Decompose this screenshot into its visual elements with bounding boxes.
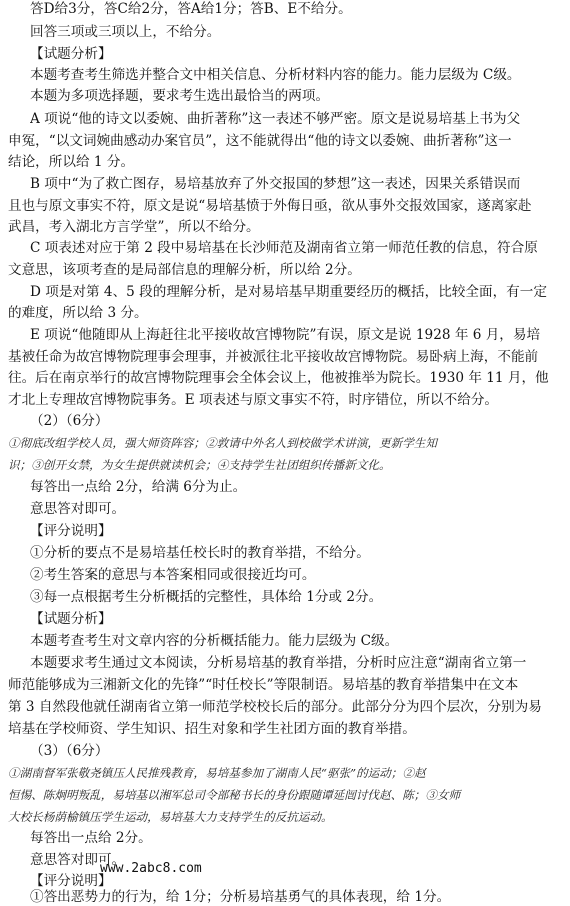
text-line: 基被任命为故宫博物院理事会理事，并被派往北平接收故宫博物院。易卧病上海，不能前 xyxy=(8,349,539,365)
text-line: 文意思，该项考查的是局部信息的理解分析，所以给 2分。 xyxy=(8,262,361,278)
text-line: ①答出恶势力的行为，给 1分；分析易培基勇气的具体表现，给 1分。 xyxy=(30,889,451,905)
text-line: B 项中“为了救亡图存，易培基放弃了外交报国的梦想”这一表述，因果关系错误而 xyxy=(30,176,521,192)
text-line: 的难度，所以给 3 分。 xyxy=(8,305,148,321)
section-heading: 【试题分析】 xyxy=(30,611,112,627)
answer-line: 大校长杨荫榆镇压学生运动，易培基大力支持学生的反抗运动。 xyxy=(8,810,333,824)
text-line: 每答出一点给 2分。 xyxy=(30,830,152,846)
text-line: 才北上专理故宫博物院事务。E 项表述与原文事实不符，时序错位，所以不给分。 xyxy=(8,392,499,408)
text-line: 申冤，“以文词婉曲感动办案官员”，这不能就得出“他的诗文以委婉、曲折著称”这一 xyxy=(8,133,512,149)
text-line: C 项表述对应于第 2 段中易培基在长沙师范及湖南省立第一师范任教的信息，符合原 xyxy=(30,240,538,256)
text-line: 本题要求考生通过文本阅读，分析易培基的教育举措，分析时应注意“湖南省立第一 xyxy=(30,655,527,671)
text-line: 意思答对即可。 xyxy=(30,852,126,868)
text-line: ③每一点根据考生分析概括的完整性，具体给 1分或 2分。 xyxy=(30,589,383,605)
answer-line: 恒惕、陈炯明叛乱，易培基以湘军总司令部秘书长的身份跟随谭延闿讨伐赵、陈；③女师 xyxy=(8,788,461,802)
question-number: （3）（6分） xyxy=(30,743,109,759)
text-line: E 项说“他随即从上海赶往北平接收故宫博物院”有误，原文是说 1928 年 6 月，易培 xyxy=(30,327,541,343)
text-line: 每答出一点给 2分，给满 6分为止。 xyxy=(30,479,247,495)
text-line: 本题考查考生筛选并整合文中相关信息、分析材料内容的能力。能力层级为 C级。 xyxy=(30,67,521,83)
answer-line: ①彻底改组学校人员，强大师资阵容；②敦请中外名人到校做学术讲演，更新学生知 xyxy=(8,436,437,450)
text-line: A 项说“他的诗文以委婉、曲折著称”这一表述不够严密。原文是说易培基上书为父 xyxy=(30,111,521,127)
section-heading: 【评分说明】 xyxy=(30,873,112,889)
answer-line: ①湖南督军张敬尧镇压人民推残教育，易培基参加了湖南人民“驱张”的运动；②赵 xyxy=(8,766,426,780)
text-line: 本题考查考生对文章内容的分析概括能力。能力层级为 C级。 xyxy=(30,633,399,649)
text-line: 本题为多项选择题，要求考生选出最恰当的两项。 xyxy=(30,88,330,104)
text-line: ①分析的要点不是易培基任校长时的教育举措，不给分。 xyxy=(30,545,370,561)
section-heading: 【试题分析】 xyxy=(30,46,112,62)
text-line: ②考生答案的意思与本答案相同或很接近均可。 xyxy=(30,567,316,583)
answer-line: 识；③创开女禁，为女生提供就读机会；④支持学生社团组织传播新文化。 xyxy=(8,458,391,472)
watermark: www.2abc8.com xyxy=(100,861,202,876)
text-line: 回答三项或三项以上，不给分。 xyxy=(30,24,221,40)
text-line: 结论，所以给 1 分。 xyxy=(8,154,135,170)
text-line: 意思答对即可。 xyxy=(30,501,126,517)
text-line: 培基在学校师资、学生知识、招生对象和学生社团方面的教育举措。 xyxy=(8,721,416,737)
text-line: 师范能够成为三湘新文化的先锋”“时任校长”等限制语。易培基的教育举措集中在文本 xyxy=(8,677,519,693)
question-number: （2）（6分） xyxy=(30,413,109,429)
text-line: D 项是对第 4、5 段的理解分析，是对易培基早期重要经历的概括，比较全面，有一定 xyxy=(30,284,547,300)
section-heading: 【评分说明】 xyxy=(30,523,112,539)
text-line: 且也与原文事实不符，原文是说“易培基愤于外侮日亟，欲从事外交报效国家，遂离家赴 xyxy=(8,198,532,214)
text-line: 答D给3分，答C给2分，答A给1分；答B、E不给分。 xyxy=(30,1,352,17)
text-line: 武昌，考入湖北方言学堂”，所以不给分。 xyxy=(8,219,260,235)
text-line: 往。后在南京举行的故宫博物院理事会全体会议上，他被推举为院长。1930 年 11 月，他 xyxy=(8,370,549,386)
text-line: 第 3 自然段他就任湖南省立第一师范学校校长后的部分。此部分分为四个层次，分别为易 xyxy=(8,699,542,715)
